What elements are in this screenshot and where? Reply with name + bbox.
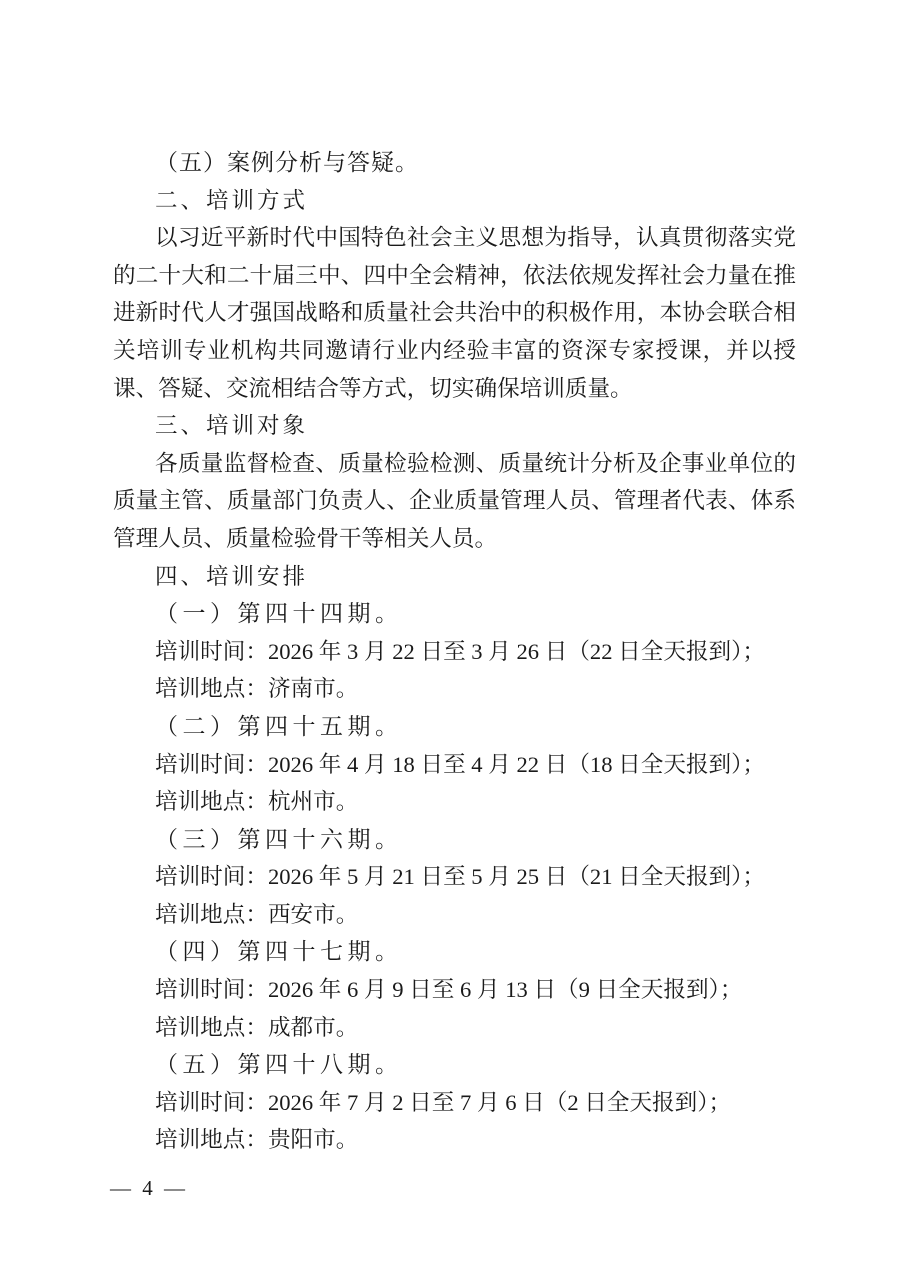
session-time: 培训时间：2026 年 3 月 22 日至 3 月 26 日（22 日全天报到）； [155,638,766,664]
section-heading-training-schedule: 四、培训安排 [155,563,309,589]
session-location: 培训地点：西安市。 [155,901,359,927]
section-heading-training-method: 二、培训方式 [155,187,309,213]
session-title: （五）第四十八期。 [155,1052,403,1078]
list-item-case-analysis: （五）案例分析与答疑。 [155,150,419,175]
session-time: 培训时间：2026 年 5 月 21 日至 5 月 25 日（21 日全天报到）； [155,864,766,890]
session-time: 培训时间：2026 年 7 月 2 日至 7 月 6 日（2 日全天报到）； [155,1089,732,1115]
document-content [113,144,796,1159]
session-block-44 [113,595,796,708]
session-title: （三）第四十六期。 [155,826,403,852]
session-location: 培训地点：成都市。 [155,1014,359,1040]
session-location: 培训地点：杭州市。 [155,789,359,815]
session-location: 培训地点：济南市。 [155,676,359,702]
session-time: 培训时间：2026 年 4 月 18 日至 4 月 22 日（18 日全天报到）； [155,751,766,777]
session-block-45 [113,708,796,821]
session-title: （四）第四十七期。 [155,939,403,965]
session-block-48 [113,1046,796,1159]
session-block-46 [113,821,796,934]
session-block-47 [113,933,796,1046]
section-heading-training-audience: 三、培训对象 [155,413,309,439]
session-time: 培训时间：2026 年 6 月 9 日至 6 月 13 日（9 日全天报到）； [155,977,743,1003]
page-number: — 4 — [110,1176,188,1200]
paragraph-training-audience: 各质量监督检查、质量检验检测、质量统计分析及企事业单位的质量主管、质量部门负责人、企业质量管理人员、管理者代表、体系管理人员、质量检验骨干等相关人员。 [113,450,796,551]
session-location: 培训地点：贵阳市。 [155,1127,359,1153]
session-title: （二）第四十五期。 [155,713,403,739]
session-title: （一）第四十四期。 [155,601,403,627]
paragraph-training-method: 以习近平新时代中国特色社会主义思想为指导，认真贯彻落实党的二十大和二十届三中、四中全会精神，依法依规发挥社会力量在推进新时代人才强国战略和质量社会共治中的积极作用，本协会联合相关培训专业机构共同邀请行业内经验丰富的资深专家授课，并以授课、答疑、交流相结合等方式，切实确保培训质量。 [113,225,796,401]
